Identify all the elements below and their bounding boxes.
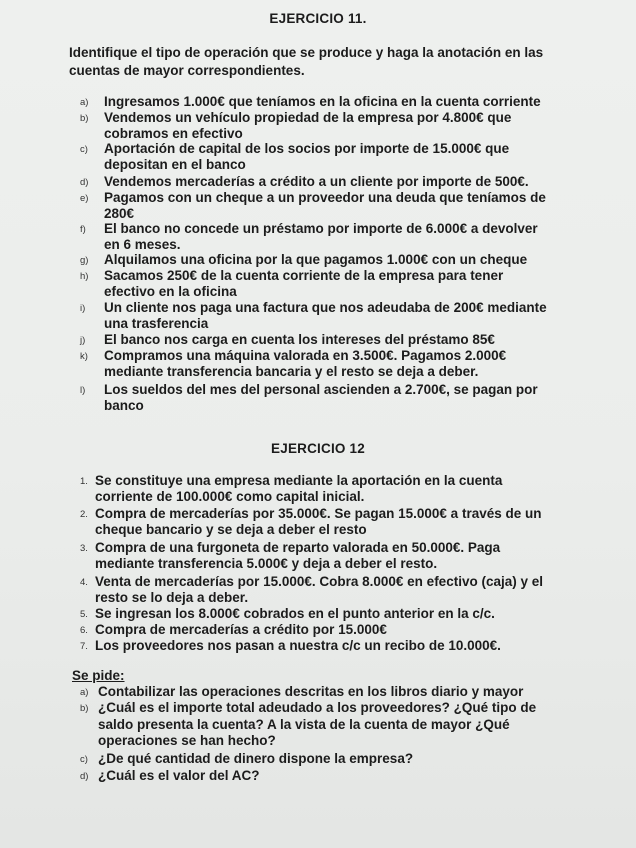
item-marker: 4. <box>80 577 88 588</box>
item-text: Contabilizar las operaciones descritas en los libros diario y mayor <box>98 684 524 699</box>
item-marker: i) <box>80 303 86 314</box>
item-text: Venta de mercaderías por 15.000€. Cobra 8.000€ en efectivo (caja) y el resto se lo deja a deber. <box>95 574 543 605</box>
item-text: El banco nos carga en cuenta los intereses del préstamo 85€ <box>104 332 495 347</box>
item-text: Vendemos mercaderías a crédito a un cliente por importe de 500€. <box>104 174 529 189</box>
item-marker: j) <box>80 335 86 346</box>
exercise-11-title: EJERCICIO 11. <box>269 11 367 26</box>
item-text: Se constituye una empresa mediante la aportación en la cuenta corriente de 100.000€ como capital inicial. <box>95 473 503 504</box>
item-text: Compra de una furgoneta de reparto valorada en 50.000€. Paga mediante transferencia 5.000€ y deja a deber el resto. <box>95 540 501 571</box>
item-text: ¿De qué cantidad de dinero dispone la empresa? <box>98 751 414 766</box>
item-marker: f) <box>80 224 86 235</box>
item-marker: k) <box>80 351 88 362</box>
item-marker: l) <box>80 385 86 396</box>
item-marker: 5. <box>80 609 88 620</box>
item-text: Compra de mercaderías a crédito por 15.000€ <box>95 622 387 637</box>
item-text: Compramos una máquina valorada en 3.500€. Pagamos 2.000€ mediante transferencia bancaria y el resto se deja a deber. <box>104 348 507 379</box>
item-marker: b) <box>80 113 89 124</box>
item-marker: g) <box>80 255 89 266</box>
item-text: Sacamos 250€ de la cuenta corriente de la empresa para tener efectivo en la oficina <box>104 268 504 299</box>
item-marker: 2. <box>80 509 88 520</box>
exercise-11-instruction: Identifique el tipo de operación que se produce y haga la anotación en las cuentas de mayor correspondientes. <box>69 45 544 78</box>
item-marker: 3. <box>80 543 88 554</box>
se-pide-heading: Se pide: <box>72 668 125 683</box>
item-text: Se ingresan los 8.000€ cobrados en el punto anterior en la c/c. <box>95 606 495 621</box>
item-marker: h) <box>80 271 89 282</box>
exercise-12-title: EJERCICIO 12 <box>271 441 365 456</box>
item-marker: a) <box>80 687 89 698</box>
item-marker: b) <box>80 703 89 714</box>
item-text: Compra de mercaderías por 35.000€. Se pagan 15.000€ a través de un cheque bancario y se deja a deber el resto <box>95 506 542 537</box>
item-marker: d) <box>80 771 89 782</box>
item-text: Vendemos un vehículo propiedad de la empresa por 4.800€ que cobramos en efectivo <box>104 110 512 141</box>
item-text: El banco no concede un préstamo por importe de 6.000€ a devolver en 6 meses. <box>104 221 538 252</box>
item-text: Los sueldos del mes del personal ascienden a 2.700€, se pagan por banco <box>104 382 538 413</box>
item-marker: 6. <box>80 625 88 636</box>
item-marker: d) <box>80 177 89 188</box>
item-marker: c) <box>80 144 88 155</box>
item-text: Pagamos con un cheque a un proveedor una deuda que teníamos de 280€ <box>104 190 546 221</box>
item-text: Ingresamos 1.000€ que teníamos en la oficina en la cuenta corriente <box>104 94 541 109</box>
item-marker: c) <box>80 754 88 765</box>
item-text: ¿Cuál es el valor del AC? <box>98 768 260 783</box>
item-marker: a) <box>80 97 89 108</box>
item-marker: e) <box>80 193 89 204</box>
item-text: Los proveedores nos pasan a nuestra c/c un recibo de 10.000€. <box>95 638 501 653</box>
item-text: Un cliente nos paga una factura que nos adeudaba de 200€ mediante una trasferencia <box>104 300 547 331</box>
item-text: ¿Cuál es el importe total adeudado a los proveedores? ¿Qué tipo de saldo presenta la cuenta? A la vista de la cuenta de mayor ¿Qué operaciones se han hecho? <box>98 700 537 748</box>
item-marker: 7. <box>80 641 88 652</box>
item-text: Aportación de capital de los socios por importe de 15.000€ que depositan en el banco <box>104 141 510 172</box>
item-marker: 1. <box>80 476 88 487</box>
item-text: Alquilamos una oficina por la que pagamos 1.000€ con un cheque <box>104 252 528 267</box>
